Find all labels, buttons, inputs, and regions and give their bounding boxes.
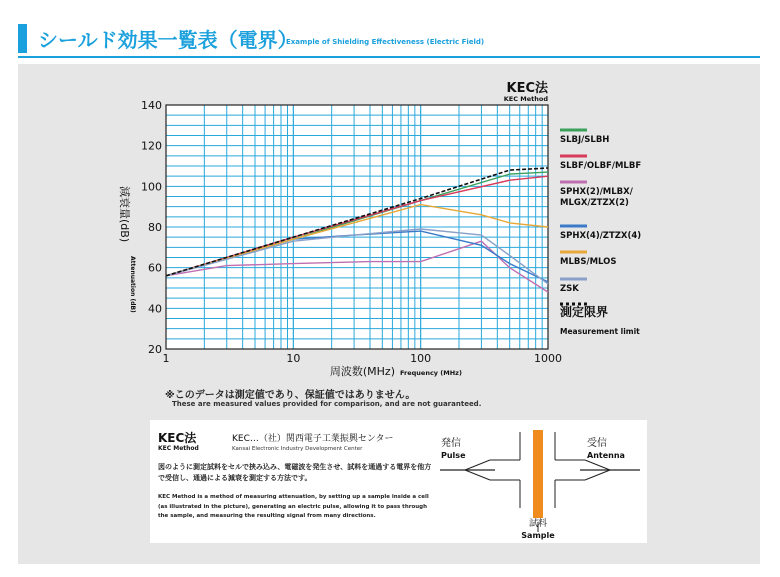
kec-cell-diagram	[435, 420, 647, 543]
y-tick-label: 40	[148, 302, 162, 316]
legend-label: 測定限界	[560, 305, 609, 319]
x-tick-label: 1000	[534, 352, 562, 365]
page-subtitle: Example of Shielding Effectiveness (Electric Field)	[286, 38, 485, 46]
page-title: シールド効果一覧表（電界）	[38, 28, 298, 52]
legend-label: SLBJ/SLBH	[560, 135, 610, 145]
legend-label: SPHX(2)/MLBX/	[560, 187, 633, 197]
sample-label: 試料	[528, 519, 548, 529]
chart-legend	[560, 129, 641, 337]
kec-method-box	[150, 420, 647, 543]
y-axis-label-en: Attenuation (dB)	[129, 256, 136, 313]
legend-label: SPHX(4)/ZTZX(4)	[560, 231, 642, 241]
x-axis-label: 周波数(MHz)	[329, 365, 395, 378]
legend-label: MLBS/MLOS	[560, 257, 617, 267]
x-tick-label: 1	[162, 352, 170, 365]
antenna-label-en: Antenna	[587, 451, 625, 460]
legend-swatch	[560, 155, 587, 158]
legend-label-en: Measurement limit	[560, 327, 640, 336]
chart-title: KEC法	[506, 81, 548, 96]
kec-organization: KEC…（社）関西電子工業振興センター	[232, 434, 394, 444]
legend-swatch	[560, 251, 587, 254]
legend-swatch	[560, 225, 587, 228]
y-tick-label: 20	[148, 343, 162, 356]
pulse-label-en: Pulse	[441, 451, 466, 460]
x-axis-label-en: Frequency (MHz)	[400, 369, 462, 377]
kec-title-en: KEC Method	[158, 445, 199, 452]
kec-description-jp: 図のように測定試料をセルで挟み込み、電磁波を発生させ、試料を通過する電界を他方で受信し、通過による減衰を測定する方法です。	[158, 463, 432, 482]
sample-label-en: Sample	[521, 531, 555, 540]
plot-area	[141, 99, 562, 365]
chart-subtitle: KEC Method	[503, 95, 548, 103]
antenna-label: 受信	[587, 438, 607, 449]
y-axis-label: 減衰量(dB)	[118, 186, 131, 243]
y-tick-label: 60	[148, 261, 162, 275]
legend-swatch	[560, 181, 587, 184]
kec-title: KEC法	[158, 431, 197, 445]
note-en: These are measured values provided for comparison, and are not guaranteed.	[172, 400, 482, 408]
note-jp: ※このデータは測定値であり、保証値ではありません。	[165, 390, 416, 401]
sample-bar	[533, 430, 543, 518]
legend-label: ZSK	[560, 284, 579, 294]
kec-description-en: KEC Method is a method of measuring attenuation, by setting up a sample inside a cell (as illustrated in the picture), generating an electric pulse, allowing it to pass through the sample, and measuring the resulting signal from many directions.	[158, 494, 429, 519]
x-tick-label: 10	[286, 352, 301, 365]
y-tick-label: 80	[148, 221, 162, 234]
legend-swatch	[560, 278, 587, 281]
legend-label: MLGX/ZTZX(2)	[560, 198, 629, 208]
y-tick-label: 140	[141, 99, 162, 112]
kec-organization-en: Kansai Electronic Industry Development Center	[232, 446, 363, 452]
legend-swatch	[560, 129, 587, 132]
legend-label: SLBF/OLBF/MLBF	[560, 161, 642, 171]
y-tick-label: 120	[141, 139, 162, 153]
y-tick-label: 100	[141, 180, 162, 194]
x-tick-label: 100	[410, 352, 432, 365]
pulse-label: 発信	[441, 438, 461, 449]
